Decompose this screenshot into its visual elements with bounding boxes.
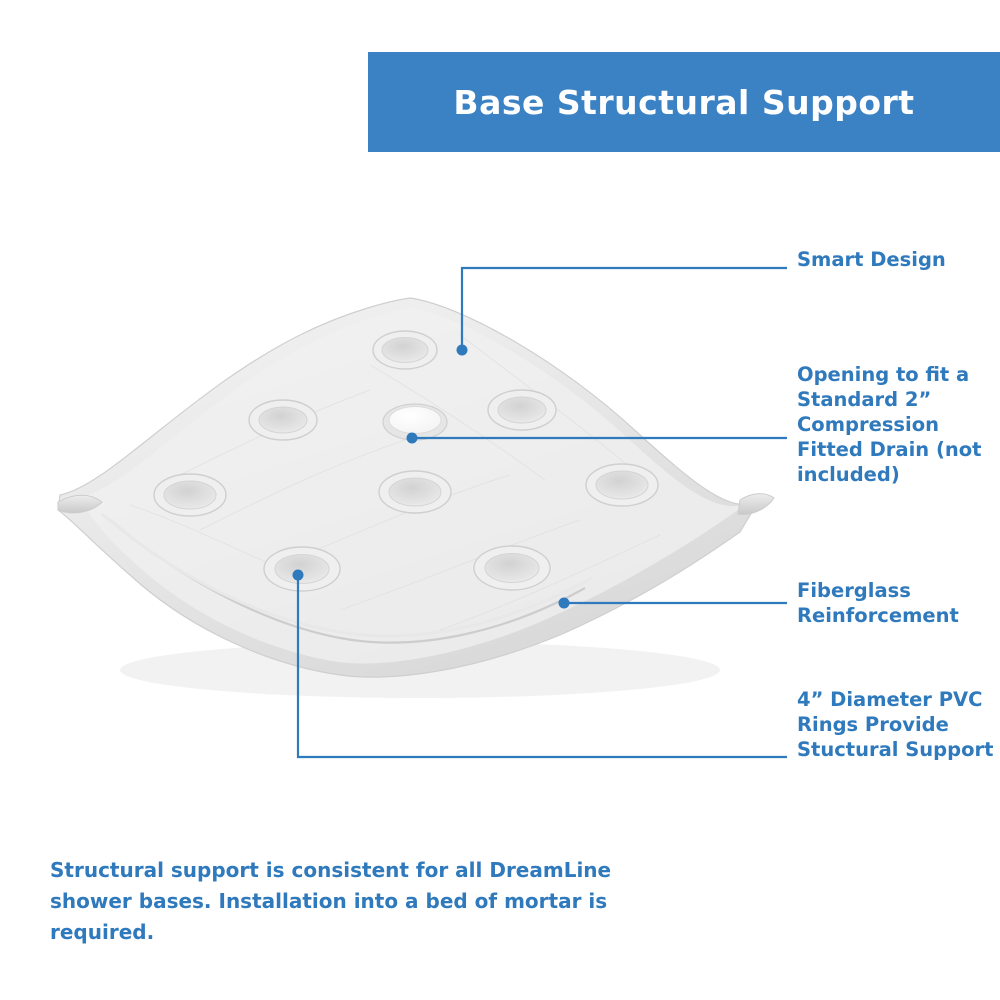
- footer-note: Structural support is consistent for all DreamLine shower bases. Installation into a bed of mortar is required.: [50, 858, 612, 944]
- callout-pvc-rings: 4” Diameter PVC Rings Provide Stuctural Support: [797, 688, 994, 761]
- pvc-ring: [586, 464, 658, 506]
- pvc-ring: [379, 471, 451, 513]
- shower-base-illustration: [40, 270, 780, 710]
- pvc-ring: [373, 331, 437, 369]
- pvc-ring: [249, 400, 317, 440]
- header-bar: [368, 52, 1000, 152]
- callout-opening-drain: Opening to fit a Standard 2” Compression Fitted Drain (not included): [797, 363, 982, 486]
- drain-opening: [383, 404, 447, 440]
- pvc-ring: [474, 546, 550, 590]
- pvc-ring: [264, 547, 340, 591]
- callout-fiberglass-reinforcement: Fiberglass Reinforcement: [797, 579, 959, 627]
- pvc-ring: [154, 474, 226, 516]
- pvc-ring: [488, 390, 556, 430]
- page-title: Base Structural Support: [453, 82, 915, 122]
- callout-smart-design: Smart Design: [797, 248, 946, 271]
